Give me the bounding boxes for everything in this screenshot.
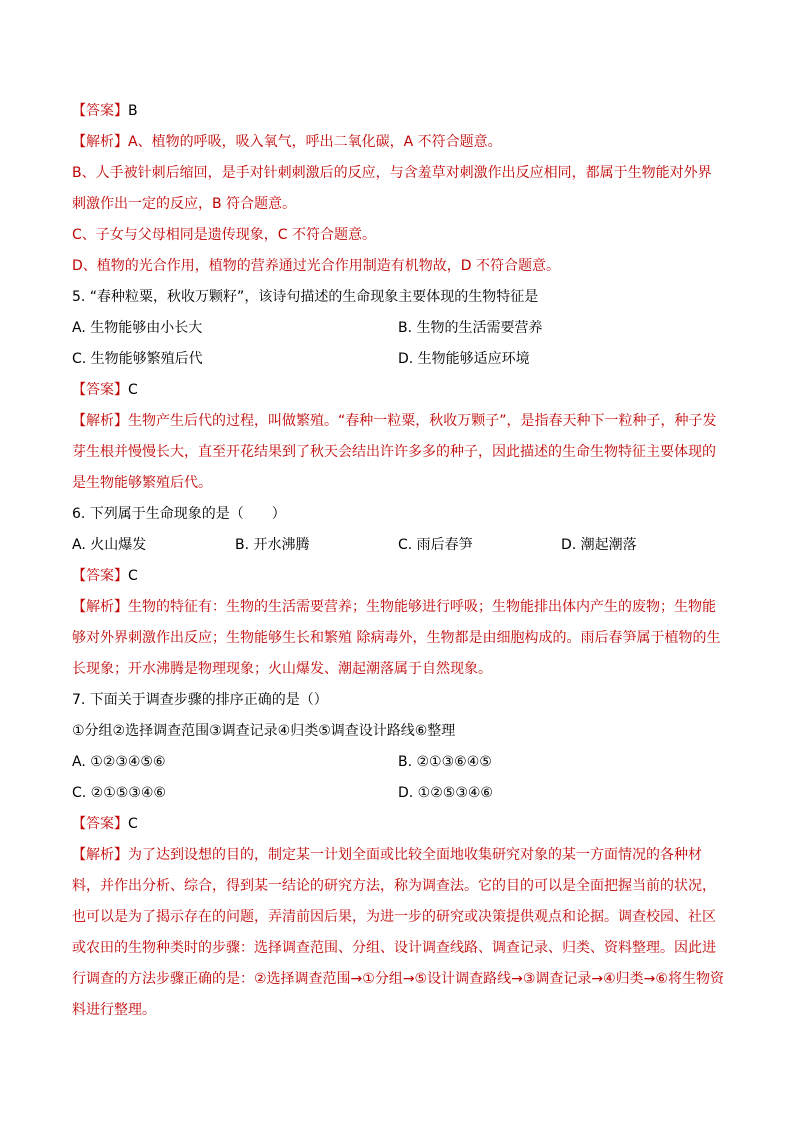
q7-items: ①分组②选择调查范围③调查记录④归类⑤调查设计路线⑥整理 [72,723,456,739]
q6-options-row [72,530,724,561]
analysis-text: 生物产生后代的过程，叫做繁殖。“春种一粒粟，秋收万颗子”，是指春天种下一粒种子，种子发芽生根并慢慢长大，直至开花结果到了秋天会结出许许多多的种子，因此描述的生命生物特征主要体现的是生物能够繁殖后代。 [72,413,717,491]
q5-options-row-1 [72,313,724,344]
q5-stem: 5. “春种粒粟，秋收万颗籽”，该诗句描述的生命现象主要体现的生物特征是 [72,289,539,305]
q6-option-a: A. 火山爆发 [72,537,147,553]
q7-option-a: A. ①②③④⑤⑥ [72,754,166,770]
q4-analysis-d: D、植物的光合作用，植物的营养通过光合作用制造有机物故，D 不符合题意。 [72,258,561,274]
document-page [72,96,724,1026]
answer-tag: 【答案】 [72,103,128,119]
q5-option-b: B. 生物的生活需要营养 [398,320,543,336]
q7-stem: 7. 下面关于调查步骤的排序正确的是（） [72,692,328,708]
q5-analysis [72,406,724,499]
answer-value: C [128,568,138,584]
q4-analysis-c: C、子女与父母相同是遗传现象，C 不符合题意。 [72,227,376,243]
q5-option-c: C. 生物能够繁殖后代 [72,351,203,367]
q7-options-row-2 [72,778,724,809]
q7-option-c: C. ②①⑤③④⑥ [72,785,166,801]
q5-option-d: D. 生物能够适应环境 [398,351,530,367]
q4-analysis-b: B、人手被针刺后缩回，是手对针刺刺激后的反应，与含羞草对刺激作出反应相同，都属于生物能对外界刺激作出一定的反应，B 符合题意。 [72,165,712,212]
q7-option-b: B. ②①③⑥④⑤ [398,754,492,770]
q5-options-row-2 [72,344,724,375]
answer-value: C [128,816,138,832]
q5-answer [72,375,724,406]
analysis-text: A、植物的呼吸，吸入氧气，呼出二氧化碳，A 不符合题意。 [128,134,502,150]
analysis-tag: 【解析】 [72,134,128,150]
analysis-text: 为了达到设想的目的，制定某一计划全面或比较全面地收集研究对象的某一方面情况的各种材料，并作出分析、综合，得到某一结论的研究方法，称为调查法。它的目的可以是全面把握当前的状况，也可以是为了揭示存在的问题，弄清前因后果，为进一步的研究或决策提供观点和论据。调查校园、社区或农田的生物种类时的步骤：选择调查范围、分组、设计调查线路、调查记录、归类、资料整理。因此进行调查的方法步骤正确的是：②选择调查范围→①分组→⑤设计调查路线→③调查记录→④归类→⑥将生物资料进行整理。 [72,847,724,1018]
q7-answer [72,809,724,840]
answer-tag: 【答案】 [72,382,128,398]
analysis-tag: 【解析】 [72,599,128,615]
analysis-text: 生物的特征有：生物的生活需要营养；生物能够进行呼吸；生物能排出体内产生的废物；生物能够对外界刺激作出反应；生物能够生长和繁殖 除病毒外，生物都是由细胞构成的。雨后春笋属于植物的生长现象；开水沸腾是物理现象；火山爆发、潮起潮落属于自然现象。 [72,599,721,677]
answer-tag: 【答案】 [72,568,128,584]
answer-value: C [128,382,138,398]
q6-option-b: B. 开水沸腾 [235,537,310,553]
q6-analysis [72,592,724,685]
q6-option-d: D. 潮起潮落 [561,537,637,553]
q6-answer [72,561,724,592]
analysis-tag: 【解析】 [72,413,128,429]
q5-option-a: A. 生物能够由小长大 [72,320,203,336]
q7-option-d: D. ①②⑤③④⑥ [398,785,493,801]
q4-analysis-a [72,127,724,158]
q6-stem: 6. 下列属于生命现象的是（ ） [72,506,286,522]
q6-option-c: C. 雨后春笋 [398,537,473,553]
answer-value: B [128,103,138,119]
q4-answer [72,96,724,127]
q7-analysis [72,840,724,1026]
answer-tag: 【答案】 [72,816,128,832]
q7-options-row-1 [72,747,724,778]
analysis-tag: 【解析】 [72,847,128,863]
